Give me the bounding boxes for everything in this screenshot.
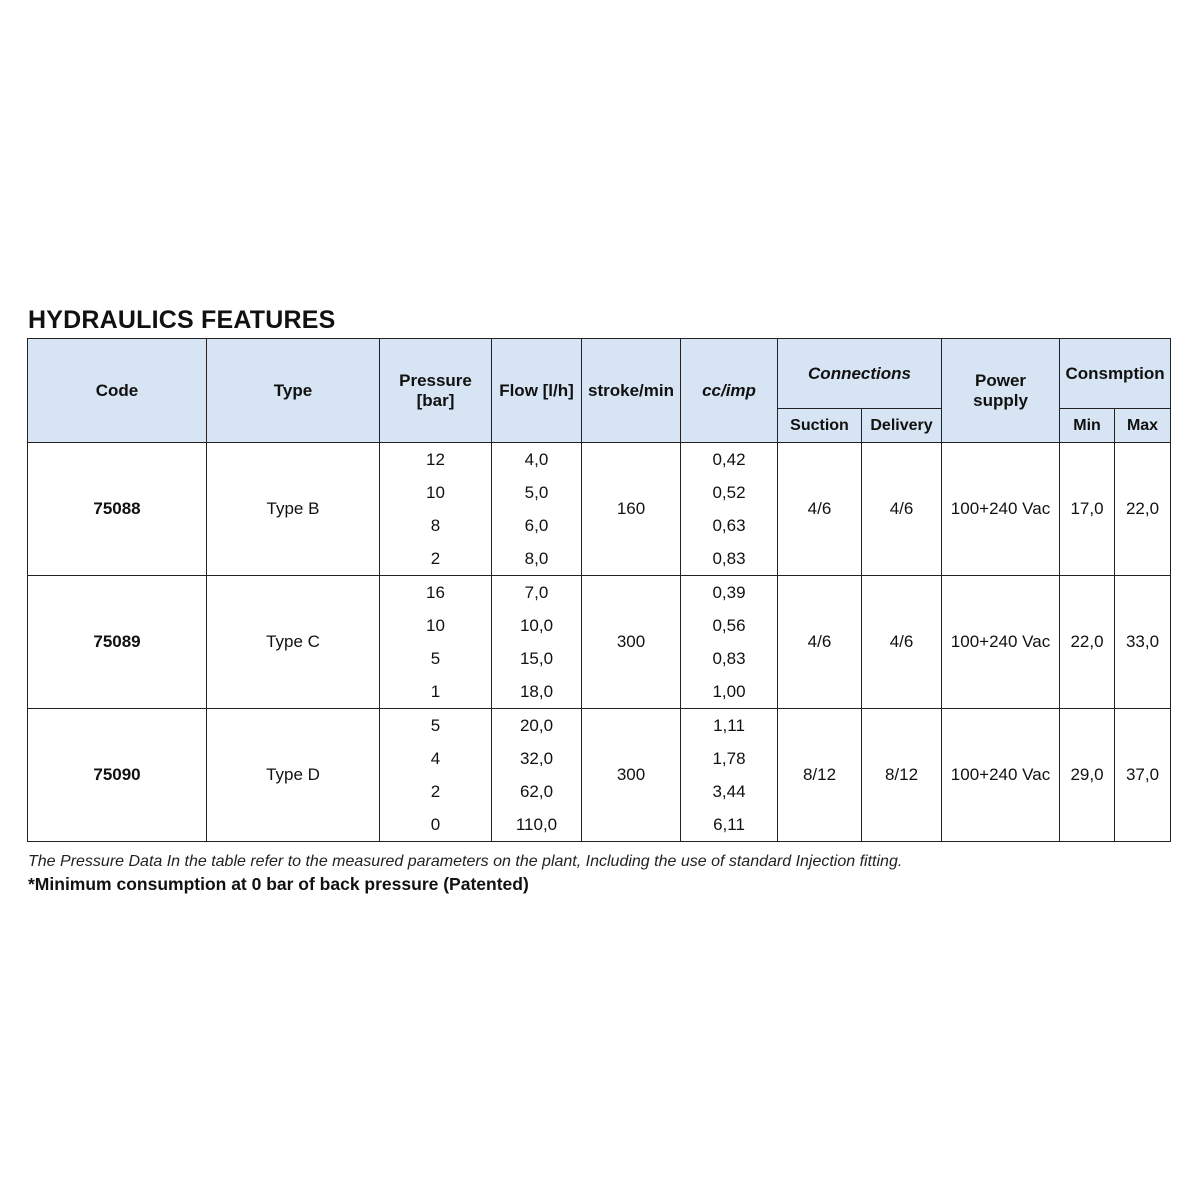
- min-cell: 17,0: [1060, 443, 1115, 576]
- model-type: Type C: [207, 576, 380, 709]
- cc-cell: 0,63: [681, 509, 778, 542]
- pressure-cell: 10: [380, 476, 492, 509]
- cc-cell: 0,83: [681, 542, 778, 576]
- flow-cell: 6,0: [492, 509, 582, 542]
- pressure-cell: 2: [380, 542, 492, 576]
- suction-cell: 4/6: [778, 576, 862, 709]
- header-delivery: Delivery: [862, 409, 942, 443]
- power-cell: 100+240 Vac: [942, 443, 1060, 576]
- pressure-cell: 16: [380, 576, 492, 610]
- flow-cell: 5,0: [492, 476, 582, 509]
- power-cell: 100+240 Vac: [942, 709, 1060, 842]
- pressure-data-note: The Pressure Data In the table refer to the measured parameters on the plant, Including the use of standard Injection fitting.: [28, 853, 903, 870]
- cc-cell: 3,44: [681, 775, 778, 808]
- model-code: 75090: [28, 709, 207, 842]
- flow-cell: 20,0: [492, 709, 582, 743]
- header-power-line1: Power: [975, 370, 1027, 390]
- header-cc: cc/imp: [681, 339, 778, 443]
- hydraulics-table: [27, 338, 1171, 842]
- pressure-cell: 2: [380, 775, 492, 808]
- pressure-cell: 5: [380, 709, 492, 743]
- flow-cell: 10,0: [492, 609, 582, 642]
- cc-cell: 0,52: [681, 476, 778, 509]
- cc-cell: 0,56: [681, 609, 778, 642]
- cc-cell: 1,11: [681, 709, 778, 743]
- model-type: Type D: [207, 709, 380, 842]
- cc-cell: 1,78: [681, 742, 778, 775]
- delivery-cell: 4/6: [862, 443, 942, 576]
- table-row: [28, 576, 1171, 610]
- page-title: HYDRAULICS FEATURES: [28, 306, 336, 334]
- model-type: Type B: [207, 443, 380, 576]
- min-cell: 22,0: [1060, 576, 1115, 709]
- flow-cell: 8,0: [492, 542, 582, 576]
- cc-cell: 0,42: [681, 443, 778, 477]
- pressure-cell: 1: [380, 675, 492, 709]
- pressure-cell: 8: [380, 509, 492, 542]
- pressure-cell: 4: [380, 742, 492, 775]
- stroke-cell: 300: [582, 576, 681, 709]
- suction-cell: 4/6: [778, 443, 862, 576]
- flow-cell: 15,0: [492, 642, 582, 675]
- header-max: Max: [1115, 409, 1171, 443]
- header-consumption: Consmption: [1060, 339, 1171, 409]
- cc-cell: 1,00: [681, 675, 778, 709]
- header-stroke: stroke/min: [582, 339, 681, 443]
- max-cell: 22,0: [1115, 443, 1171, 576]
- header-suction: Suction: [778, 409, 862, 443]
- stroke-cell: 300: [582, 709, 681, 842]
- max-cell: 37,0: [1115, 709, 1171, 842]
- delivery-cell: 8/12: [862, 709, 942, 842]
- pressure-cell: 5: [380, 642, 492, 675]
- consumption-footnote: *Minimum consumption at 0 bar of back pressure (Patented): [28, 874, 529, 894]
- min-cell: 29,0: [1060, 709, 1115, 842]
- header-pressure-line2: [bar]: [416, 390, 455, 410]
- suction-cell: 8/12: [778, 709, 862, 842]
- header-type: Type: [207, 339, 380, 443]
- header-code: Code: [28, 339, 207, 443]
- power-cell: 100+240 Vac: [942, 576, 1060, 709]
- stroke-cell: 160: [582, 443, 681, 576]
- header-pressure: [380, 339, 492, 443]
- header-flow: Flow [l/h]: [492, 339, 582, 443]
- flow-cell: 62,0: [492, 775, 582, 808]
- header-power: [942, 339, 1060, 443]
- cc-cell: 0,39: [681, 576, 778, 610]
- cc-cell: 0,83: [681, 642, 778, 675]
- table-row: [28, 443, 1171, 477]
- header-connections: Connections: [778, 339, 942, 409]
- pressure-cell: 10: [380, 609, 492, 642]
- flow-cell: 110,0: [492, 808, 582, 842]
- cc-cell: 6,11: [681, 808, 778, 842]
- header-pressure-line1: Pressure: [399, 370, 472, 390]
- table-row: [28, 709, 1171, 743]
- max-cell: 33,0: [1115, 576, 1171, 709]
- flow-cell: 18,0: [492, 675, 582, 709]
- model-code: 75089: [28, 576, 207, 709]
- header-power-line2: supply: [973, 390, 1028, 410]
- header-min: Min: [1060, 409, 1115, 443]
- flow-cell: 4,0: [492, 443, 582, 477]
- pressure-cell: 0: [380, 808, 492, 842]
- flow-cell: 7,0: [492, 576, 582, 610]
- pressure-cell: 12: [380, 443, 492, 477]
- flow-cell: 32,0: [492, 742, 582, 775]
- delivery-cell: 4/6: [862, 576, 942, 709]
- model-code: 75088: [28, 443, 207, 576]
